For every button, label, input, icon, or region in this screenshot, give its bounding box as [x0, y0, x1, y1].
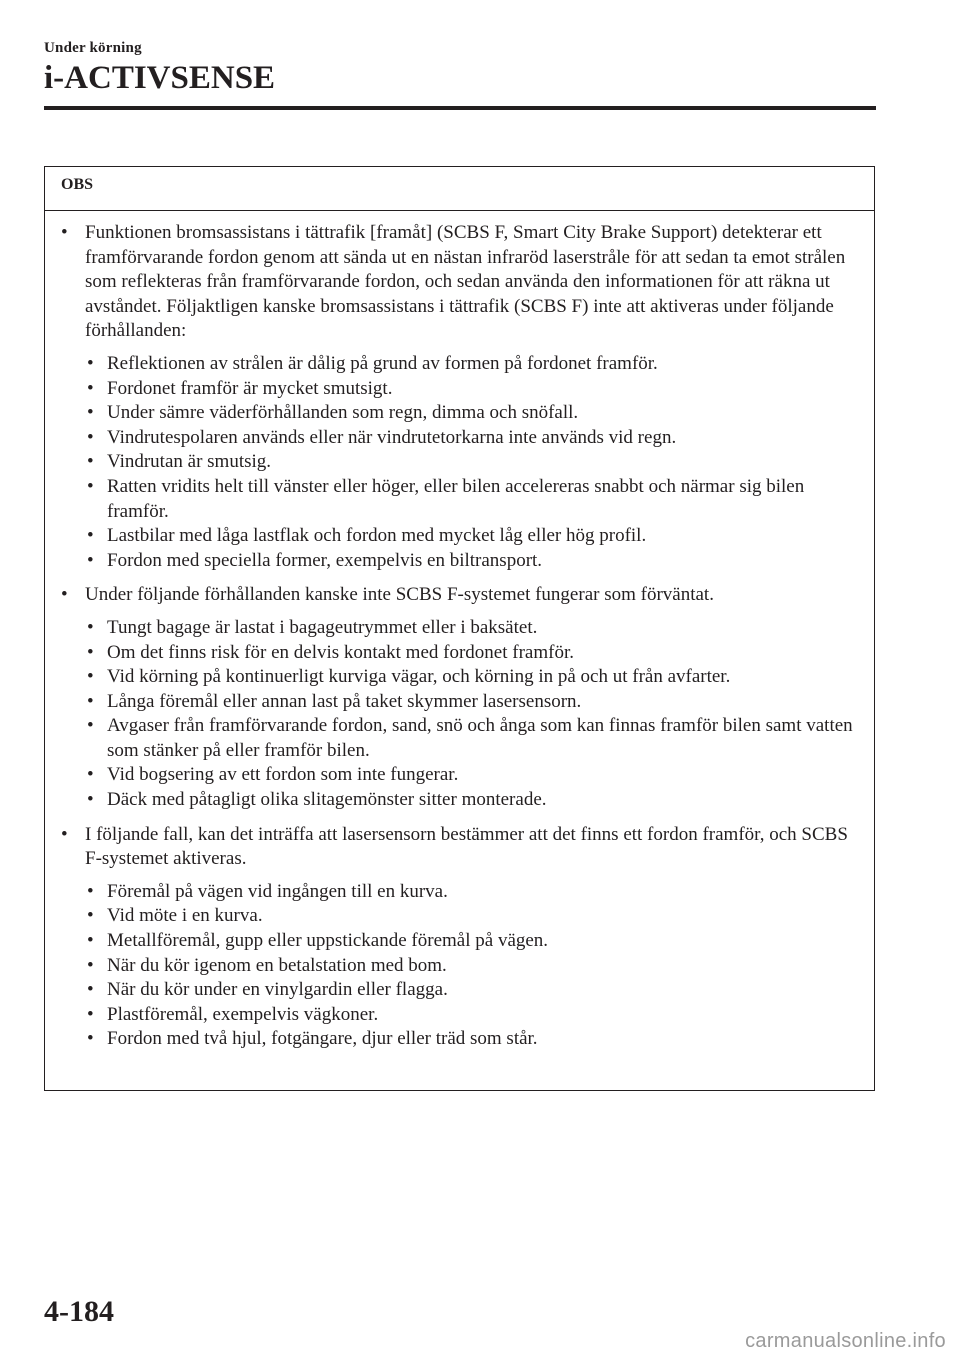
notice-item-text: Under följande förhållanden kanske inte SCBS F-systemet fungerar som förväntat.	[85, 584, 714, 606]
list-item: • Ratten vridits helt till vänster eller höger, eller bilen accelereras snabbt och närmar sig bilen framför.	[87, 475, 805, 522]
sub-bullet-icon: •	[87, 1003, 94, 1025]
bullet-icon: •	[61, 823, 68, 845]
list-item: • Under sämre väderförhållanden som regn, dimma och snöfall.	[85, 401, 860, 426]
bullet-icon: •	[61, 222, 68, 243]
notice-item-text: Funktionen bromsassistans i tättrafik [framåt] (SCBS F, Smart City Brake Support) detekterar ett framförvarande fordon genom att sända ut en nästan infraröd laserstråle för att sedan ta emot strålen som reflekteras från framförvarande fordon, och sedan använda den informationen för att räkna ut avståndet. Följaktligen kanske bromsassistans i tättrafik (SCBS F) inte att aktiveras under följande förhållanden:	[85, 222, 846, 342]
list-item: • Fordon med speciella former, exempelvis en biltransport.	[85, 549, 860, 574]
sub-bullet-icon: •	[87, 1028, 94, 1050]
sub-bullet-icon: •	[87, 525, 94, 547]
list-item: • Långa föremål eller annan last på taket skymmer lasersensorn.	[85, 690, 860, 715]
sub-bullet-icon: •	[87, 715, 94, 737]
list-item: • Avgaser från framförvarande fordon, sand, snö och ånga som kan finnas framför bilen samt vatten som stänker på eller framför bilen.	[87, 715, 853, 761]
list-item: • Plastföremål, exempelvis vägkoner.	[85, 1003, 860, 1028]
sub-bullet-icon: •	[87, 616, 94, 638]
list-item: • När du kör igenom en betalstation med bom.	[85, 954, 860, 979]
list-item: • Tungt bagage är lastat i bagageutrymmet eller i baksätet.	[85, 616, 860, 641]
notice-item	[61, 221, 860, 573]
sub-bullet-icon: •	[87, 954, 94, 976]
sub-bullet-icon: •	[87, 690, 94, 712]
sub-bullet-icon: •	[87, 666, 94, 688]
list-item: • Lastbilar med låga lastflak och fordon med mycket låg eller hög profil.	[85, 524, 860, 549]
list-item: • Vid bogsering av ett fordon som inte fungerar.	[85, 763, 860, 788]
list-item: • Vid möte i en kurva.	[85, 904, 860, 929]
sub-bullet-icon: •	[87, 402, 94, 424]
chapter-title: i-ACTIVSENSE	[44, 60, 276, 96]
sub-bullet-icon: •	[87, 475, 94, 497]
bullet-icon: •	[61, 584, 68, 606]
sub-bullet-icon: •	[87, 905, 94, 927]
notice-item	[61, 823, 860, 1052]
sub-bullet-icon: •	[87, 451, 94, 473]
list-item: • Vindrutespolaren används eller när vindrutetorkarna inte används vid regn.	[85, 426, 860, 451]
sub-bullet-icon: •	[87, 352, 94, 374]
sub-list	[85, 352, 860, 573]
list-item: • Vindrutan är smutsig.	[85, 450, 860, 475]
list-item: • När du kör under en vinylgardin eller flagga.	[85, 978, 860, 1003]
sub-bullet-icon: •	[87, 426, 94, 448]
notice-item-text: I följande fall, kan det inträffa att lasersensorn bestämmer att det finns ett fordon framför, och SCBS F-systemet aktiveras.	[85, 823, 848, 870]
section-label: Under körning	[44, 40, 142, 56]
list-item: • Fordonet framför är mycket smutsigt.	[85, 377, 860, 402]
list-item: • Metallföremål, gupp eller uppstickande föremål på vägen.	[85, 929, 860, 954]
sub-bullet-icon: •	[87, 641, 94, 663]
title-rule	[44, 106, 876, 110]
obs-body	[45, 211, 874, 1052]
list-item: • Föremål på vägen vid ingången till en kurva.	[85, 880, 860, 905]
sub-list	[85, 616, 860, 813]
page-number: 4-184	[44, 1295, 114, 1328]
list-item: • Reflektionen av strålen är dålig på grund av formen på fordonet framför.	[85, 352, 860, 377]
sub-bullet-icon: •	[87, 880, 94, 902]
sub-bullet-icon: •	[87, 549, 94, 571]
sub-bullet-icon: •	[87, 764, 94, 786]
sub-bullet-icon: •	[87, 789, 94, 811]
sub-list	[85, 880, 860, 1052]
list-item: • Om det finns risk för en delvis kontakt med fordonet framför.	[85, 641, 860, 666]
notice-item	[61, 583, 860, 812]
sub-bullet-icon: •	[87, 979, 94, 1001]
list-item: • Fordon med två hjul, fotgängare, djur eller träd som står.	[85, 1027, 860, 1052]
watermark-link[interactable]: carmanualsonline.info	[745, 1330, 946, 1352]
sub-bullet-icon: •	[87, 377, 94, 399]
obs-label: OBS	[45, 167, 874, 211]
obs-notice-box	[44, 166, 875, 1091]
list-item: • Vid körning på kontinuerligt kurviga vägar, och körning in på och ut från avfarter.	[85, 665, 860, 690]
sub-bullet-icon: •	[87, 930, 94, 952]
list-item: • Däck med påtagligt olika slitagemönster sitter monterade.	[85, 788, 860, 813]
